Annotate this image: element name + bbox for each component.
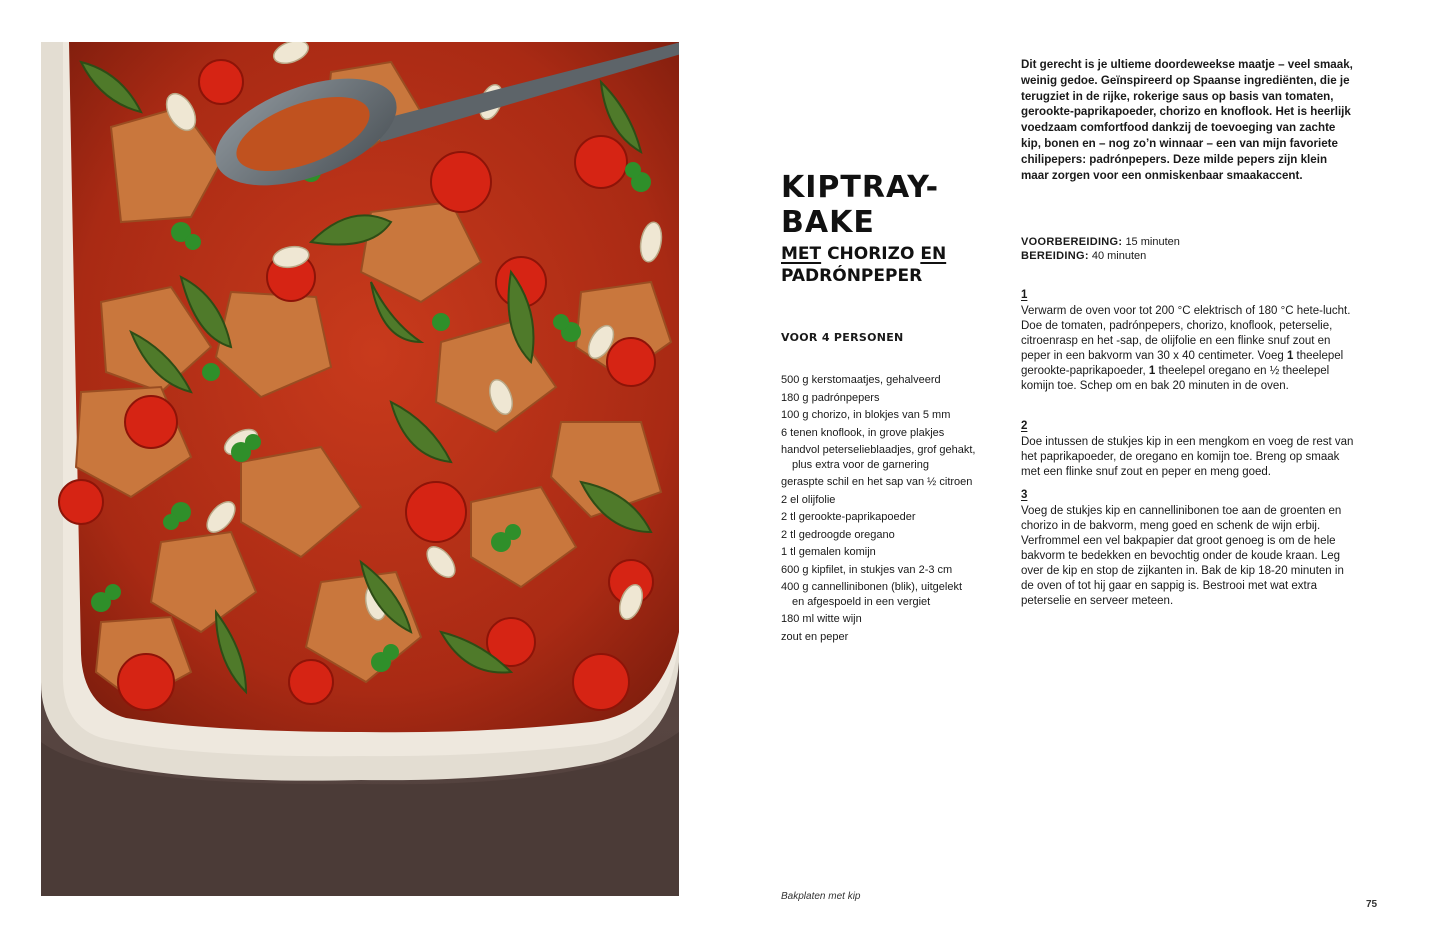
recipe-times: [1021, 236, 1321, 263]
subtitle-word-padronpeper: PADRÓNPEPER: [781, 266, 923, 286]
prep-time: [1021, 236, 1321, 250]
ingredient-item: 180 g padrónpepers: [781, 391, 880, 404]
ingredient-item: 1 tl gemalen komijn: [781, 546, 876, 558]
ingredient-item: 600 g kipfilet, in stukjes van 2-3 cm: [781, 563, 953, 576]
step-number: 3: [1021, 489, 1028, 501]
step-text: Voeg de stukjes kip en cannellinibonen toe aan de groenten en chorizo in de bakvorm, meng goed en schenk de wijn erbij. Verfrommel een vel bakpapier dat groot genoeg is om de hele bakvorm te bedekken en bevochtig onder de koude kraan. Leg over de kip en stop de zijkanten in. Bak de kip 18-20 minuten in de oven of tot hij gaar en sappig is. Bestrooi met wat extra peterselie en serveer meteen.: [1021, 505, 1344, 607]
recipe-subtitle: [781, 243, 981, 287]
ingredient-item: 400 g cannellinibonen (blik), uitgelekt en afgespoeld in een vergiet: [781, 581, 963, 608]
cook-time: [1021, 250, 1321, 264]
recipe-step-2: [1021, 420, 1356, 480]
servings-heading: VOOR 4 PERSONEN: [781, 331, 904, 344]
step-text: Verwarm de oven voor tot 200 °C elektrisch of 180 °C hete-lucht. Doe de tomaten, padrónpepers, chorizo, knoflook, peterselie, citroenrasp en het -sap, de olijfolie en een flinke snuf zout en peper in een bakvorm van 30 x 40 centimeter. Voeg 1 theelepel gerookte-paprikapoeder, 1 theelepel oregano en ½ theelepel komijn toe. Schep om en bak 20 minuten in de oven.: [1021, 305, 1351, 392]
ingredient-item: 2 el olijfolie: [781, 493, 836, 506]
page-number: 75: [1366, 899, 1378, 910]
subtitle-word-chorizo: CHORIZO: [827, 244, 915, 264]
recipe-photo: [41, 42, 679, 896]
ingredient-item: 6 tenen knoflook, in grove plakjes: [781, 426, 945, 439]
ingredient-item: geraspte schil en het sap van ½ citroen: [781, 476, 973, 488]
step-text: Doe intussen de stukjes kip in een mengkom en voeg de rest van het paprikapoeder, de oregano en komijn toe. Breng op smaak met een flinke snuf zout en peper en meng goed.: [1021, 436, 1354, 478]
subtitle-word-en: EN: [920, 244, 947, 264]
ingredient-item: 180 ml witte wijn: [781, 613, 862, 625]
ingredients-list: [781, 373, 977, 647]
prep-time-value: 15 minuten: [1125, 236, 1180, 248]
prep-time-label: VOORBEREIDING:: [1021, 236, 1123, 248]
recipe-intro: Dit gerecht is je ultieme doordeweekse maatje – veel smaak, weinig gedoe. Geïnspireerd op Spaanse ingrediënten, die je terugziet in de rijke, rokerige saus op basis van tomaten, gerookte-paprikapoeder, chorizo en knoflook. Het is heerlijk voedzaam comfortfood dankzij de toevoeging van zachte kip, bonen en – nog zo’n winnaar – een van mijn favoriete chilipepers: padrónpepers. Deze milde pepers zijn klein maar zorgen voor een onmiskenbaar smaakaccent.: [1021, 58, 1353, 182]
recipe-step-1: [1021, 289, 1356, 394]
recipe-title: KIPTRAY-BAKE: [781, 170, 940, 240]
step-number: 1: [1021, 289, 1028, 301]
ingredient-item: 2 tl gedroogde oregano: [781, 528, 895, 541]
ingredient-item: 500 g kerstomaatjes, gehalveerd: [781, 374, 941, 386]
ingredient-item: handvol peterselieblaadjes, grof gehakt, plus extra voor de garnering: [781, 444, 976, 471]
step-number: 2: [1021, 420, 1028, 432]
cook-time-label: BEREIDING:: [1021, 249, 1089, 262]
ingredient-item: 2 tl gerookte-paprikapoeder: [781, 511, 916, 523]
recipe-step-3: [1021, 489, 1356, 609]
cook-time-value: 40 minuten: [1091, 249, 1147, 262]
subtitle-word-met: MET: [781, 244, 822, 264]
ingredient-item: 100 g chorizo, in blokjes van 5 mm: [781, 409, 951, 421]
footer-section-title: Bakplaten met kip: [781, 891, 861, 902]
ingredient-item: zout en peper: [781, 630, 849, 643]
